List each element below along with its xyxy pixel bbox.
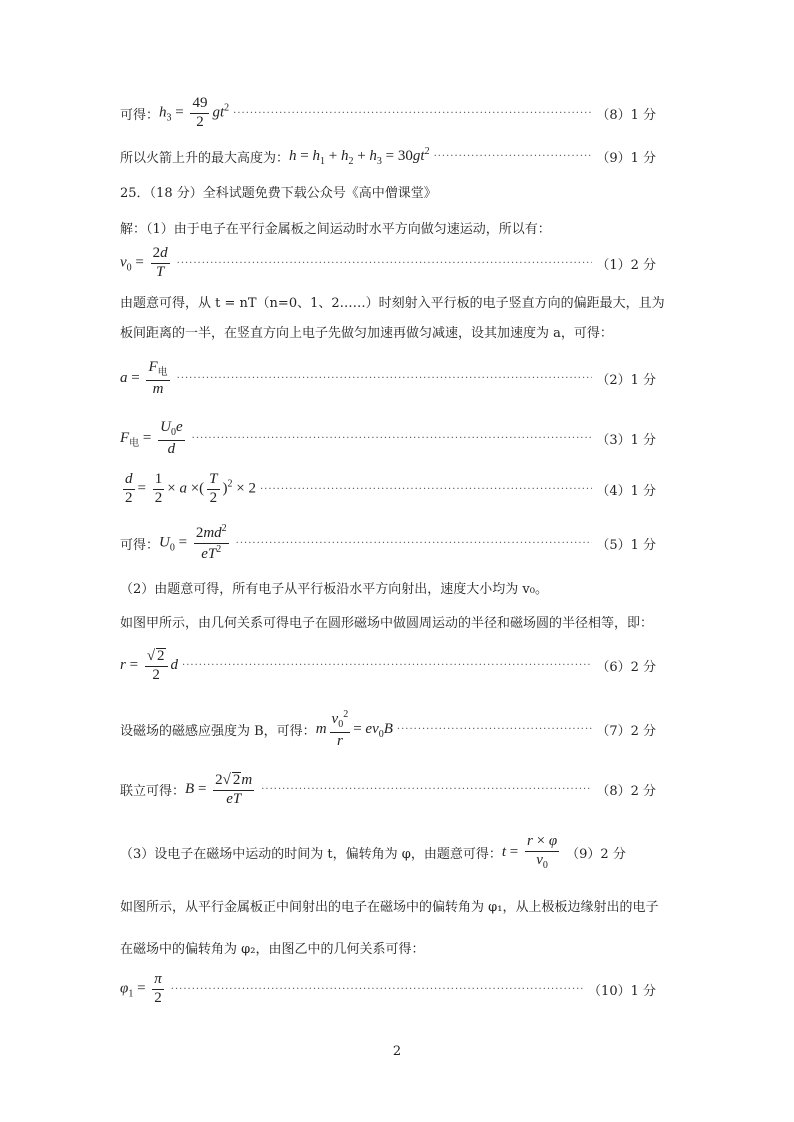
paragraph: 解：（1）由于电子在平行金属板之间运动时水平方向做匀速运动，所以有：: [120, 222, 551, 237]
eq-prefix: 所以火箭上升的最大高度为：: [120, 151, 290, 166]
leader-dots: [182, 660, 592, 671]
equation-magnetic: [120, 710, 656, 749]
formula: $v_0$ = $\frac{2d}{T}$: [120, 245, 168, 280]
score-label: （3）1 分: [596, 433, 656, 449]
formula: B = $\frac{2√ 2m}{eT}$: [185, 772, 253, 807]
score-label: （6）2 分: [596, 660, 656, 676]
formula: $h = h_1 + h_2 + h_3 = 30gt^2$: [289, 146, 430, 167]
eq-prefix: 可得：: [120, 107, 160, 123]
leader-dots: [261, 784, 592, 795]
eq-prefix: 联立可得：: [120, 784, 186, 800]
leader-dots: [171, 984, 584, 995]
eq-prefix: 设磁场的磁感应强度为 B，可得：: [120, 724, 316, 740]
score-label: （8）2 分: [596, 784, 656, 800]
equation-phi1: [120, 972, 656, 1007]
equation-radius: [120, 648, 656, 684]
paragraph-line: [120, 896, 659, 915]
leader-dots: [177, 258, 593, 269]
paragraph: 如图所示，从平行金属板正中间射出的电子在磁场中的偏转角为 φ₁，从上极板边缘射出的电子: [120, 900, 659, 915]
paragraph: 如图甲所示，由几何关系可得电子在圆形磁场中做圆周运动的半径和磁场圆的半径相等，即：: [120, 616, 654, 631]
formula: a = $\frac{F_电}{m}$: [120, 359, 168, 397]
formula: $\frac{d}{2}$ = $\frac{1}{2}$ × a ×( $\frac{T}{2}$ )$^2$ × 2: [125, 471, 256, 506]
score-label: （9）2 分: [566, 847, 626, 863]
equation-force: [120, 420, 656, 457]
paragraph: 板间距离的一半，在竖直方向上电子先做匀加速再做匀减速，设其加速度为 a，可得：: [120, 326, 613, 341]
equation-max-height: [120, 146, 656, 167]
equation-h3: [120, 96, 656, 131]
paragraph-line: [120, 292, 665, 311]
equation-v0: [120, 246, 656, 281]
leader-dots: [397, 724, 592, 735]
eq-prefix: 可得：: [120, 537, 160, 553]
score-label: （1）2 分: [596, 257, 656, 273]
equation-b-field: [120, 772, 656, 808]
leader-dots: [177, 373, 593, 384]
score-label: （7）2 分: [596, 724, 656, 740]
equation-displacement: [120, 472, 656, 507]
paragraph: 由题意可得，从 t = nT（n=0、1、2……）时刻射入平行板的电子竖直方向的偏距最大，且为: [120, 296, 665, 311]
formula: $h_3$ = $\frac{49}{2}$ $gt^2$: [159, 95, 230, 130]
score-label: （8）1 分: [596, 107, 656, 123]
score-label: （4）1 分: [596, 483, 656, 499]
page-number: 2: [392, 1044, 402, 1059]
formula: $U_0$ = $\frac{2md^2}{eT^2}$: [159, 523, 227, 562]
paragraph: 在磁场中的偏转角为 φ₂，由图乙中的几何关系可得：: [120, 942, 425, 957]
equation-u0: [120, 524, 656, 563]
score-label: （2）1 分: [596, 373, 656, 389]
question-title: 25．（18 分）全科试题免费下载公众号《高中僧课堂》: [120, 186, 437, 201]
leader-dots: [434, 151, 593, 162]
paragraph-line: [120, 322, 656, 341]
leader-dots: [236, 538, 593, 549]
question-heading: [120, 182, 656, 201]
leader-dots: [233, 108, 592, 119]
equation-time: [120, 834, 656, 871]
score-label: （5）1 分: [596, 537, 656, 553]
paragraph-line: [120, 578, 656, 597]
paragraph-line: [120, 938, 656, 957]
leader-dots: [260, 484, 592, 495]
formula: $\varphi_1$ = $\frac{\pi}{2}$: [120, 971, 162, 1006]
formula: m $\frac{v_0^2}{r}$ = $ev_0B$: [315, 709, 393, 749]
solution-intro: [120, 218, 656, 237]
paragraph-line: [120, 612, 656, 631]
score-label: （9）1 分: [596, 151, 656, 166]
formula: $F_电$ = $\frac{U_0e}{d}$: [120, 419, 183, 457]
score-label: （10）1 分: [588, 983, 656, 999]
formula: t = $\frac{r \times \varphi}{v_0}$: [501, 833, 558, 871]
eq-prefix: （3）设电子在磁场中运动的时间为 t，偏转角为 φ，由题意可得：: [120, 847, 502, 863]
paragraph: （2）由题意可得，所有电子从平行板沿水平方向射出，速度大小均为 v₀。: [120, 582, 548, 597]
equation-a: [120, 360, 656, 397]
leader-dots: [192, 433, 593, 444]
formula: r = $\frac{√ 2}{2}$ d: [120, 648, 179, 683]
